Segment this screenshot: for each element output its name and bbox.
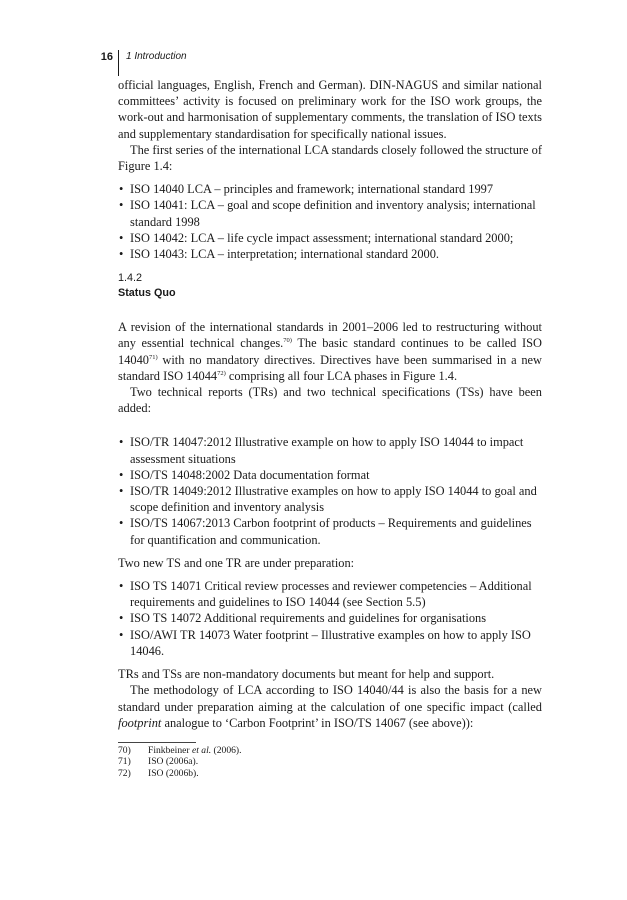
main-text (118, 77, 542, 731)
footnote (118, 768, 242, 779)
section-heading (118, 271, 542, 301)
footnote-number: 70) (118, 745, 131, 756)
paragraph: A revision of the international standards in 2001–2006 led to restructuring without any essential technical changes.$^{70)}$ The basic standard continues to be called ISO 14040$^{71)}$ with no mandatory directives. Directives have been summarised in a new standard ISO 14044$^{72)}$ comprising all four LCA phases in Figure 1.4. (118, 320, 542, 383)
footnote-divider (118, 742, 196, 743)
technical-reports-list (118, 434, 542, 547)
list-item: • ISO/AWI TR 14073 Water footprint – Illustrative examples on how to apply ISO 14046. (118, 627, 542, 659)
footnote-text: Finkbeiner et al. (2006). (148, 745, 242, 756)
section-number: 1.4.2 (118, 272, 143, 285)
footnote-number: 71) (118, 756, 131, 768)
paragraph: Two new TS and one TR are under preparation: (118, 555, 355, 570)
running-title: 1 Introduction (126, 51, 187, 62)
list-item: • ISO/TR 14049:2012 Illustrative examples on how to apply ISO 14044 to goal and scope definition and inventory analysis (118, 483, 542, 515)
header-divider (118, 50, 119, 76)
list-item: • ISO/TS 14048:2002 Data documentation format (118, 467, 542, 483)
page-header (0, 50, 627, 76)
footnote (118, 756, 242, 767)
in-preparation-list (118, 578, 542, 659)
list-item: • ISO TS 14071 Critical review processes and reviewer competencies – Additional requirements and guidelines to ISO 14044 (see Section 5.5) (118, 578, 542, 610)
paragraph: Two technical reports (TRs) and two technical specifications (TSs) have been added: (118, 385, 542, 416)
footnote-ref[interactable]: 72) (217, 369, 226, 377)
footnote (118, 745, 242, 756)
list-item: • ISO 14043: LCA – interpretation; international standard 2000. (118, 246, 542, 262)
footnotes (118, 745, 242, 779)
list-item: • ISO 14040 LCA – principles and framework; international standard 1997 (118, 181, 542, 197)
footnote-text: ISO (2006b). (148, 767, 199, 779)
section-title: Status Quo (118, 287, 176, 300)
list-item: • ISO 14041: LCA – goal and scope definition and inventory analysis; international standard 1998 (118, 197, 542, 229)
paragraph: The first series of the international LCA standards closely followed the structure of Figure 1.4: (118, 142, 542, 174)
list-item: • ISO/TR 14047:2012 Illustrative example on how to apply ISO 14044 to impact assessment situations (118, 434, 542, 466)
footnote-number: 72) (118, 767, 131, 779)
page-number: 16 (100, 51, 113, 63)
standards-list (118, 181, 542, 262)
footnote-text: ISO (2006a). (148, 756, 199, 768)
paragraph: The methodology of LCA according to ISO 14040/44 is also the basis for a new standard under preparation aiming at the calculation of one specific impact (called footprint analogue to ‘Carbon Footprint’ in ISO/TS 14067 (see above)): (118, 683, 542, 730)
list-item: • ISO/TS 14067:2013 Carbon footprint of products – Requirements and guidelines for quantification and communication. (118, 515, 542, 547)
list-item: • ISO TS 14072 Additional requirements and guidelines for organisations (118, 610, 542, 626)
footnote-ref[interactable]: 70) (283, 337, 292, 345)
paragraph: TRs and TSs are non-mandatory documents but meant for help and support. (118, 667, 495, 682)
list-item: • ISO 14042: LCA – life cycle impact assessment; international standard 2000; (118, 230, 542, 246)
paragraph: official languages, English, French and German). DIN-NAGUS and similar national committees’ activity is focused on preliminary work for the ISO work groups, the work-out and harmonisation of supplementary comments, the translation of ISO texts and supplementary standardisation for specifically national issues. (118, 78, 542, 141)
footnote-ref[interactable]: 71) (148, 353, 158, 361)
